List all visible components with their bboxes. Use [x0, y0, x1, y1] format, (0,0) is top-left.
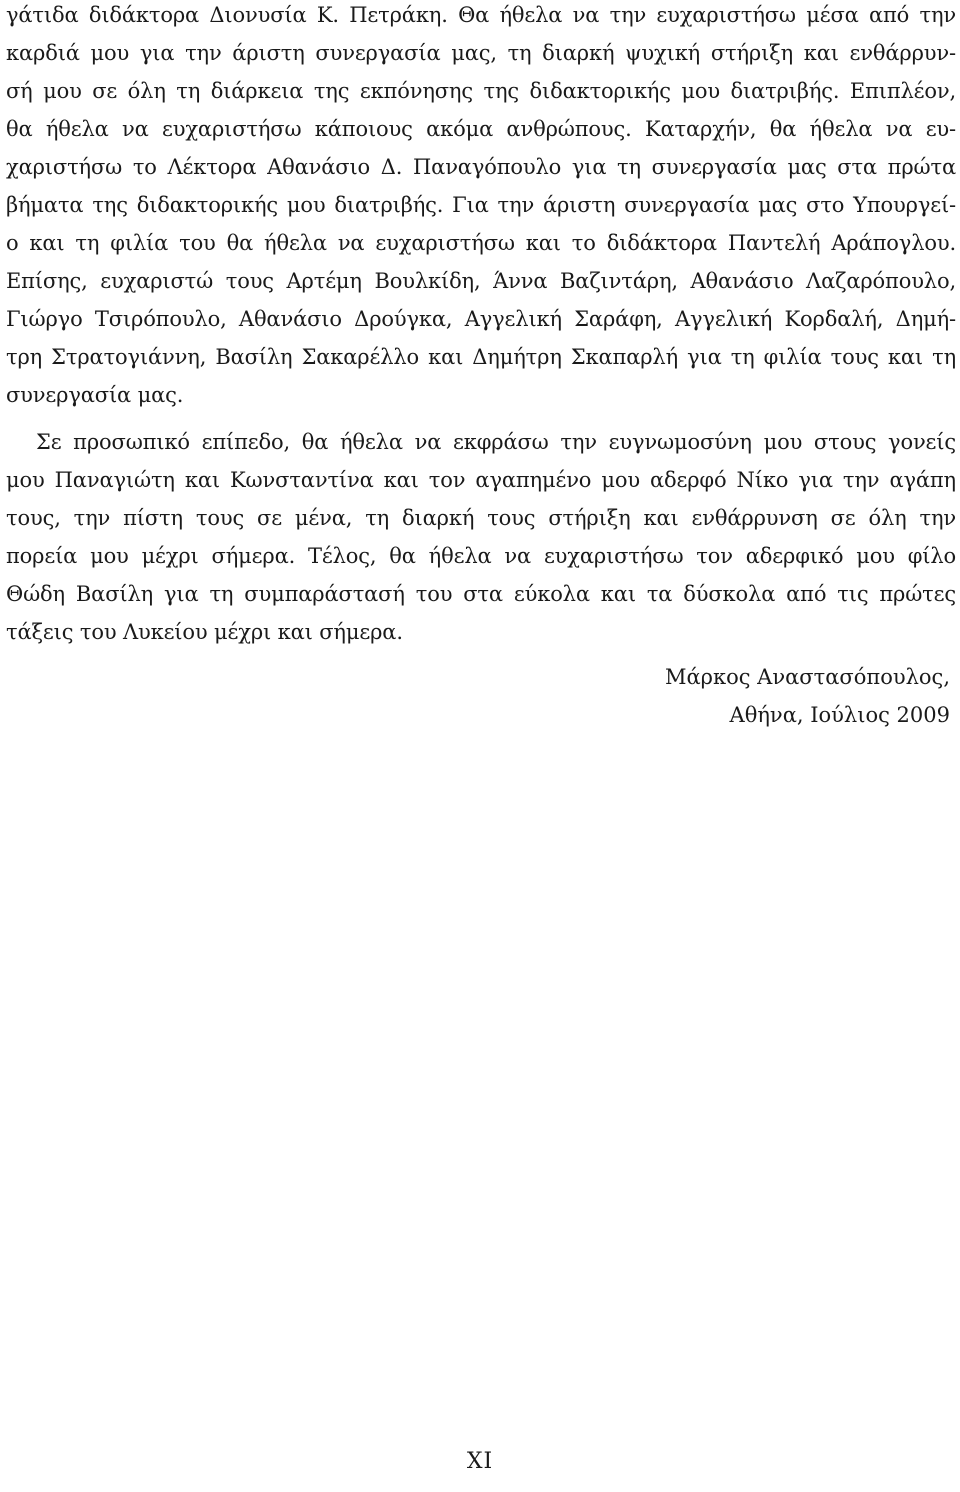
- text-line: πορεία μου μέχρι σήμερα. Τέλος, θα ήθελα να ευχαριστήσω τον αδερφικό μου φίλο: [6, 544, 956, 568]
- text-line: Θώδη Βασίλη για τη συμπαράστασή του στα εύκολα και τα δύσκολα από τις πρώτες: [6, 582, 956, 606]
- text-line: καρδιά μου για την άριστη συνεργασία μας, τη διαρκή ψυχική στήριξη και ενθάρρυν-: [6, 41, 956, 65]
- text-line: Γιώργο Τσιρόπουλο, Αθανάσιο Δρούγκα, Αγγελική Σαράφη, Αγγελική Κορδαλή, Δημή-: [6, 307, 956, 331]
- text-line: Επίσης, ευχαριστώ τους Αρτέμη Βουλκίδη, Άννα Βαζιντάρη, Αθανάσιο Λαζαρόπουλο,: [6, 269, 956, 293]
- text-line: μου Παναγιώτη και Κωνσταντίνα και τον αγαπημένο μου αδερφό Νίκο για την αγάπη: [6, 468, 956, 492]
- signature-place-date: Αθήνα, Ιούλιος 2009: [729, 703, 950, 727]
- text-line: τάξεις του Λυκείου μέχρι και σήμερα.: [6, 620, 403, 644]
- text-line: θα ήθελα να ευχαριστήσω κάποιους ακόμα ανθρώπους. Καταρχήν, θα ήθελα να ευ-: [6, 117, 956, 141]
- document-page: [6, 0, 956, 1492]
- page-number: XI: [466, 1449, 494, 1474]
- signature-name: Μάρκος Αναστασόπουλος,: [664, 665, 950, 689]
- text-line: Σε προσωπικό επίπεδο, θα ήθελα να εκφράσω την ευγνωμοσύνη μου στους γονείς: [36, 430, 956, 454]
- text-line: χαριστήσω το Λέκτορα Αθανάσιο Δ. Παναγόπουλο για τη συνεργασία μας στα πρώτα: [6, 155, 956, 179]
- text-line: ο και τη φιλία του θα ήθελα να ευχαριστήσω και το διδάκτορα Παντελή Αράπογλου.: [6, 231, 956, 255]
- text-line: τους, την πίστη τους σε μένα, τη διαρκή τους στήριξη και ενθάρρυνση σε όλη την: [6, 506, 956, 530]
- text-line: σή μου σε όλη τη διάρκεια της εκπόνησης της διδακτορικής μου διατριβής. Επιπλέον,: [6, 79, 956, 103]
- text-line: τρη Στρατογιάννη, Βασίλη Σακαρέλλο και Δημήτρη Σκαπαρλή για τη φιλία τους και τη: [6, 345, 956, 369]
- text-line: βήματα της διδακτορικής μου διατριβής. Για την άριστη συνεργασία μας στο Υπουργεί-: [6, 193, 956, 217]
- text-line: γάτιδα διδάκτορα Διονυσία Κ. Πετράκη. Θα ήθελα να την ευχαριστήσω μέσα από την: [6, 3, 956, 27]
- text-line: συνεργασία μας.: [6, 383, 184, 407]
